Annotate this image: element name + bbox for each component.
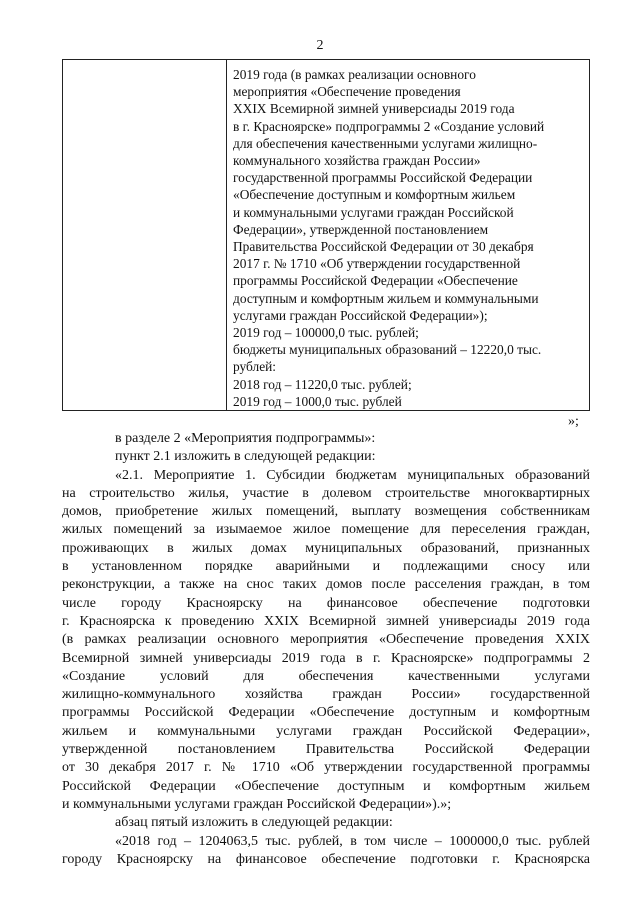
table-cell-line: в г. Красноярске» подпрограммы 2 «Создание условий — [233, 118, 545, 134]
paragraph-line: Российской Федерации «Обеспечение доступным и комфортным жильем — [62, 778, 590, 794]
table-cell-line: «Обеспечение доступным и комфортным жильем — [233, 187, 516, 203]
paragraph-line: проживающих в жилых домах муниципальных образований, признанных — [62, 540, 590, 556]
table-cell-line: 2019 год – 100000,0 тыс. рублей; — [233, 325, 419, 341]
paragraph-line: домов, приобретение жилых помещений, выплату возмещения собственникам — [62, 504, 590, 520]
paragraph-line: жильем и коммунальными услугами граждан Российской Федерации», — [62, 723, 590, 739]
table-left-cell — [63, 60, 227, 410]
paragraph-line: жилых помещений за изымаемое жилое помещение для переселения граждан, — [62, 522, 590, 538]
table-cell-line: 2017 г. № 1710 «Об утверждении государственной — [233, 256, 521, 272]
paragraph-line: городу Красноярску на финансовое обеспечение подготовки г. Красноярска — [62, 851, 590, 867]
table-cell-line: 2019 года (в рамках реализации основного — [233, 67, 476, 82]
table-cell-line: XXIX Всемирной зимней универсиады 2019 года — [233, 101, 515, 117]
page-number: 2 — [316, 38, 324, 53]
paragraph-line: в разделе 2 «Мероприятия подпрограммы»: — [115, 431, 376, 446]
paragraph-line: и коммунальными услугами граждан Российской Федерации»).»; — [62, 796, 452, 812]
paragraph-line: программы Российской Федерации «Обеспечение доступным и комфортным — [62, 705, 590, 721]
program-table — [62, 59, 590, 411]
table-cell-line: услугами граждан Российской Федерации»); — [233, 307, 488, 323]
paragraph-line: утвержденной постановлением Правительства Российской Федерации — [62, 742, 590, 758]
paragraph-line: Всемирной зимней универсиады 2019 года в г. Красноярске» подпрограммы 2 — [62, 650, 590, 666]
paragraph-line: числе городу Красноярску на финансовое обеспечение подготовки — [62, 595, 590, 611]
paragraph-line: жилищно-коммунального хозяйства граждан России» государственной — [62, 687, 590, 703]
paragraph-line: на строительство жилья, участие в долевом строительстве многоквартирных — [62, 485, 590, 501]
paragraph-line: «2.1. Мероприятие 1. Субсидии бюджетам муниципальных образований — [115, 467, 590, 483]
paragraph-line: в установленном порядке аварийными и подлежащими сносу или — [62, 559, 590, 575]
table-cell-line: бюджеты муниципальных образований – 12220,0 тыс. — [233, 342, 542, 358]
paragraph-line: от 30 декабря 2017 г. № 1710 «Об утверждении государственной программы — [62, 760, 590, 776]
table-cell-line: доступным и комфортным жильем и коммунальными — [233, 290, 539, 306]
paragraph-line: реконструкции, а также на снос таких домов после расселения граждан, в том — [62, 577, 590, 593]
table-cell-line: Федерации», утвержденной постановлением — [233, 221, 489, 237]
table-right-cell — [233, 66, 587, 410]
table-cell-line: 2018 год – 11220,0 тыс. рублей; — [233, 376, 412, 392]
table-cell-line: 2019 год – 1000,0 тыс. рублей — [233, 393, 402, 409]
table-cell-line: мероприятия «Обеспечение проведения — [233, 84, 461, 100]
paragraph-line: пункт 2.1 изложить в следующей редакции: — [115, 449, 376, 465]
document-body — [62, 430, 590, 869]
table-cell-line: государственной программы Российской Федерации — [233, 170, 533, 186]
paragraph-line: г. Красноярска к проведению XXIX Всемирной зимней универсиады 2019 года — [62, 613, 590, 629]
table-cell-line: для обеспечения качественными услугами жилищно- — [233, 135, 538, 151]
table-cell-line: коммунального хозяйства граждан России» — [233, 153, 481, 169]
table-cell-line: программы Российской Федерации «Обеспечение — [233, 273, 518, 289]
table-cell-line: рублей: — [233, 359, 277, 375]
paragraph-line: «Создание условий для обеспечения качественными услугами — [62, 668, 590, 684]
paragraph-line: «2018 год – 1204063,5 тыс. рублей, в том числе – 1000000,0 тыс. рублей — [115, 833, 590, 849]
table-cell-line: Правительства Российской Федерации от 30 декабря — [233, 239, 534, 255]
closing-quote: »; — [568, 414, 579, 429]
paragraph-line: (в рамках реализации основного мероприятия «Обеспечение проведения XXIX — [62, 632, 590, 648]
table-cell-line: и коммунальными услугами граждан Российской — [233, 204, 514, 220]
paragraph-line: абзац пятый изложить в следующей редакции: — [115, 815, 393, 831]
